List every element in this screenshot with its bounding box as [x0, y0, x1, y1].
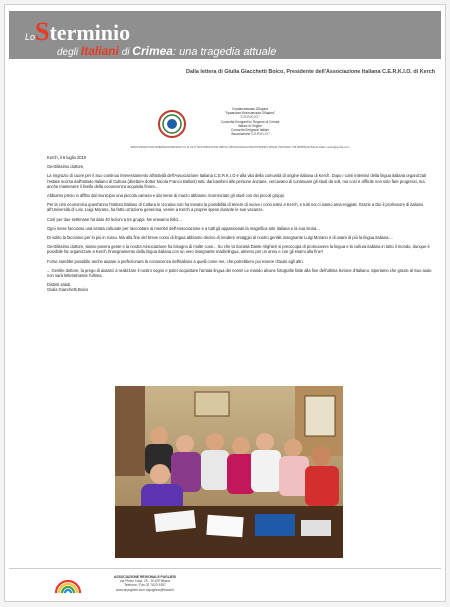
- letter-paragraph: Di solito la facciamo per lo più in russo. Ma alla fine del breve corso di lingua abbiamo deciso di rendere omaggio al nostro gentile insegnante Luigi Morano e di usare di più la lingua italiana....: [47, 235, 393, 241]
- association-line: "Associazione C.E.R.K.I.O.": [230, 132, 270, 137]
- association-logo-icon: [157, 109, 187, 139]
- footer-org-name: ASSOCIAZIONE REGIONALE PUGLIESI: [114, 575, 176, 579]
- header-banner: [9, 11, 441, 59]
- letter-date: Kerch, il 6 luglio 2010: [47, 155, 87, 160]
- association-line: "Крымская Итальянская Община": [225, 111, 275, 116]
- letter-signature: Giulia Giacchetti Boico: [47, 287, 89, 293]
- title-degli: degli: [57, 47, 79, 58]
- title-lo: Lo: [25, 32, 36, 42]
- footer-divider: [9, 568, 441, 569]
- letter-paragraph: ... Gentile dottore, la prego di aiutarci a realizzare il nostro sogno e poter acquistare l'amata lingua dei nonni! Le mando alcune fotografie fatte alla fine dell'ultima lezione d'italiano. Speriamo che grazie al Suo aiuto non sarà letteralmente l'ultima.: [47, 267, 432, 279]
- title-sterminio: terminio: [49, 20, 131, 45]
- association-line: Comunità Emigranti Italiani: [230, 128, 270, 133]
- association-address: 98300 КРЫМ ПАНТЕЛЕЙМОНОВСКАЯ УЛ 11 Кв 8 ТЕЛ 0656137540 КЕРЧЬ АВТОНОМНАЯ РЕСПУБЛИКА КРЫМ УКРАИНА Т/Ф 380656137540 E-MAIL cerkio@gmail.com: [130, 145, 350, 149]
- letter-body: [47, 155, 435, 297]
- title-crimea: Crimea: [132, 44, 173, 58]
- letter-paragraph: Così per due settimane ha dato 40 lezioni a tre gruppi. Ne eravamo felici...: [47, 216, 182, 222]
- footer-web: www.arpugliesi.com arpugliesi@tiscali.it: [115, 587, 175, 592]
- letter-paragraph: Ogni mese facciamo una serata culturale per raccontare ai membri dell'Associazione e a tutti gli appassionati la magnifica arte italiana e la sua storia...: [47, 225, 320, 231]
- association-header: [195, 107, 305, 136]
- letter-paragraph: La ringrazio di cuore per il Suo continuo interessamento all'attività dell'Associazione Italiana C.E.R.K.I.O e alla vita della comunità di origine italiana di Kerch. Dopo i corsi intensivi della lingua italiana organizzati l'estate scorsa dall'Istituto Italiano di Cultura (direttore dottor Nicola Franco Balloni) tutti, dai bambini alle persone anziane, cercavano di continuare gli studi da soli, ma così è difficile non solo fare progressi, ma anche mantenere il livello della conoscenza acquisita finora...: [47, 173, 427, 189]
- letter-source: Dalla lettera di Giulia Giacchetti Boico, Presidente dell'Associazione Italiana C.E.R.K.I.O. di Kerch: [185, 69, 435, 75]
- footer-phone: Telefono / Fax 02 7623 9387: [124, 583, 166, 588]
- title-subtitle: : una tragedia attuale: [172, 46, 277, 58]
- association-line: Справочникова Община: [232, 107, 268, 111]
- letter-paragraph: Abbiamo preso in affitto dal municipio una piccola camera e dal mese di marzo abbiamo ricominciato gli studi con dei piccoli gruppi.: [47, 193, 285, 199]
- header-title-line2: [57, 44, 276, 58]
- letter-salutation: Gentilissimo dottore,: [47, 164, 85, 170]
- association-line: Italiani di Origine: [238, 123, 262, 128]
- footer-address: Via Pietro Calvi, 29 - 20129 Milano: [119, 579, 171, 584]
- letter-closing: Distinti saluti,: [47, 282, 72, 288]
- letter-paragraph: Forse sarebbe possibile anche aiutare a perfezionare la conoscenza dell'italiano a quelli come me, che potrebbero poi essere d'aiuto agli altri.: [47, 258, 304, 264]
- letter-paragraph: Gentilissimo dottore, siamo povera gente e la nostra Associazione ha bisogno di molte cose... So che la Società Dante Alighieri si preoccupa di promuovere la lingua e la cultura italiana in tutto il mondo, dunque è possibile far organizzare a Kerch l'insegnamento della lingua italiana con un vero insegnante madrelingua, almeno per un anno e con gli esami alla fine?: [47, 244, 430, 255]
- title-di: di: [121, 47, 130, 58]
- association-line: "C.E.R.K.I.O.": [240, 115, 260, 120]
- footer-organization: [85, 575, 205, 592]
- title-s: S: [35, 17, 50, 46]
- letter-paragraph: Per la crisi economica quest'anno l'Istituto Italiano di Cultura in Ucraina non ha trovato la possibilità di tenere di nuovo i corsi estivi a Kerch, e tutti noi ci siamo ama-reggiati. Grazie a Dio il professore di italiano all'Università di Lviv, Luigi Morano, ha fatto un'azione generosa, venire a Kerch a proprie spese durante le sue vacanze.: [47, 202, 424, 213]
- group-photo: [115, 386, 343, 558]
- title-italiani: Italiani: [80, 44, 119, 58]
- document-page: [4, 4, 446, 602]
- header-title-line1: [25, 19, 130, 45]
- association-line: Comunità Emigranti in Regione di Crimea: [220, 119, 280, 124]
- rainbow-logo-icon: [53, 575, 83, 595]
